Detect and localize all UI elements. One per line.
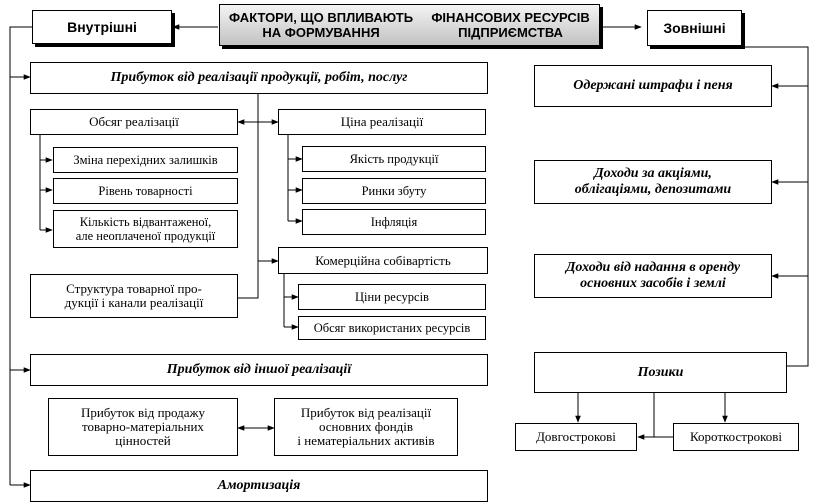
depreciation-box: Амортизація: [30, 470, 488, 502]
profit-other-box: Прибуток від іншої реалізації: [30, 354, 488, 386]
sales-volume-item: Зміна перехідних залишків: [53, 147, 238, 173]
product-structure-box: Структура товарної про- дукції і канали реалізації: [30, 274, 238, 318]
securities-income-box: Доходи за акціями, облігаціями, депозитами: [534, 160, 772, 204]
fines-box: Одержані штрафи і пеня: [534, 65, 772, 107]
title-line-1: ФАКТОРИ, ЩО ВПЛИВАЮТЬ НА ФОРМУВАННЯ: [229, 10, 414, 40]
sales-volume-item: Рівень товарності: [53, 178, 238, 204]
commercial-cost-box: Комерційна собівартість: [278, 247, 488, 274]
profit-other-item: Прибуток від реалізації основних фондів і нематеріальних активів: [274, 398, 458, 456]
short-term-loans-box: Короткострокові: [673, 423, 799, 451]
commercial-cost-item: Ціни ресурсів: [298, 284, 486, 310]
profit-sales-box: Прибуток від реалізації продукції, робіт, послуг: [30, 62, 488, 94]
sales-price-item: Якість продукції: [302, 146, 486, 172]
sales-price-item: Ринки збуту: [302, 178, 486, 204]
diagram-title: [219, 4, 600, 46]
sales-volume-box: Обсяг реалізації: [30, 109, 238, 135]
rent-income-box: Доходи від надання в оренду основних засобів і землі: [534, 254, 772, 298]
loans-box: Позики: [534, 352, 787, 393]
sales-volume-item: Кількість відвантаженої, але неоплаченої продукції: [53, 210, 238, 248]
profit-other-item: Прибуток від продажу товарно-матеріальних цінностей: [48, 398, 238, 456]
sales-price-box: Ціна реалізації: [278, 109, 486, 135]
external-factors-header: Зовнішні: [647, 10, 742, 46]
internal-factors-header: Внутрішні: [32, 10, 172, 44]
commercial-cost-item: Обсяг використаних ресурсів: [298, 316, 486, 340]
long-term-loans-box: Довгострокові: [515, 423, 637, 451]
title-line-2: ФІНАНСОВИХ РЕСУРСІВ ПІДПРИЄМСТВА: [431, 10, 590, 40]
sales-price-item: Інфляція: [302, 209, 486, 235]
